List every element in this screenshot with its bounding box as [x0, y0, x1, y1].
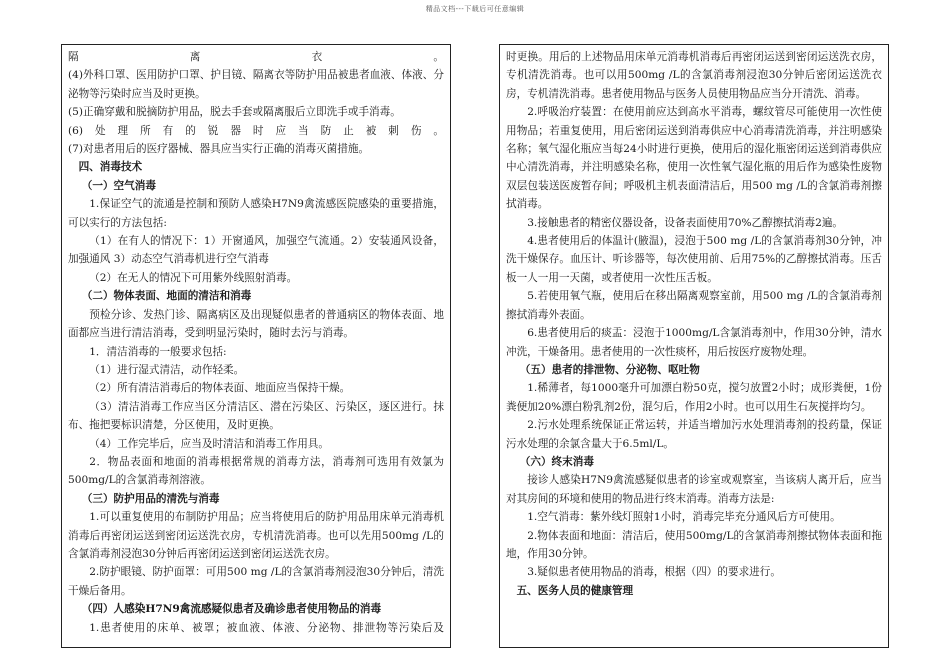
left-paragraph: （1）在有人的情况下：1）开窗通风，加强空气流通。2）安装通风设备，加强通风 3）动态空气消毒机进行空气消毒: [68, 235, 444, 266]
left-paragraph: (4)外科口罩、医用防护口罩、护目镜、隔离衣等防护用品被患者血液、体液、分泌物等污染时应当及时更换。: [68, 69, 444, 100]
left-paragraph: 2．物品表面和地面的消毒根据常规的消毒方法，消毒剂可选用有效氯为500mg/L的含氯消毒剂溶液。: [68, 455, 444, 487]
right-paragraph: 1.稀薄者，每1000毫升可加漂白粉50克，搅匀放置2小时；成形粪便，1份粪便加20%漂白粉乳剂2份，混匀后，作用2小时。也可以用生石灰搅拌均匀。: [506, 382, 882, 413]
left-section-heading: （四）人感染H7N9禽流感疑似患者及确诊患者使用物品的消毒: [81, 603, 382, 616]
left-section-heading: （三）防护用品的清洗与消毒: [81, 492, 220, 505]
right-paragraph: 时更换。用后的上述物品用床单元消毒机消毒后再密闭运送到密闭运送洗衣房，专机清洗消毒。也可以用500mg /L的含氯消毒剂浸泡30分钟后密闭运送洗衣房，专机清洗消毒。患者使用物品与医务人员使用物品应当分开清洗、消毒。: [506, 51, 882, 100]
left-paragraph: 预检分诊、发热门诊、隔离病区及出现疑似患者的普通病区的物体表面、地面都应当进行清洁消毒，受到明显污染时，随时去污与消毒。: [68, 308, 444, 340]
left-section-heading: 四、消毒技术: [78, 161, 143, 174]
right-paragraph: 2.呼吸治疗装置：在使用前应达到高水平消毒，螺纹管尽可能使用一次性使用物品；若重复使用，用后密闭运送到消毒供应中心消毒清洗消毒，并注明感染名称；氧气湿化瓶应当每24小时进行更换，使用后的湿化瓶密闭运送到消毒供应中心清洗消毒，并注明感染名称，使用一次性氧气湿化瓶的用后作为感染性废物双层包装送医废暂存间；呼吸机主机表面清洁后，用500 mg /L的含氯消毒剂擦拭消毒。: [506, 106, 882, 211]
right-paragraph: 2.物体表面和地面：清洁后，使用500mg/L的含氯消毒剂擦拭物体表面和拖地，作用30分钟。: [506, 529, 882, 560]
left-paragraph: （3）清洁消毒工作应当区分清洁区、潜在污染区、污染区，逐区进行。抹布、拖把要标识清楚，分区使用，及时更换。: [68, 400, 444, 432]
right-paragraph: 接诊人感染H7N9禽流感疑似患者的诊室或观察室，当该病人离开后，应当对其房间的环境和使用的物品进行终末消毒。消毒方法是:: [506, 474, 882, 505]
right-section-heading: （六）终末消毒: [519, 455, 594, 468]
left-paragraph: 2.防护眼镜、防护面罩：可用500 mg /L的含氯消毒剂浸泡30分钟后，清洗干燥后备用。: [68, 566, 444, 597]
left-paragraph: 1.患者使用的床单、被罩；被血液、体液、分泌物、排泄物等污染后及: [89, 621, 444, 634]
right-paragraph: 6.患者使用后的痰盂：浸泡于1000mg/L含氯消毒剂中，作用30分钟，清水冲洗，干燥备用。患者使用的一次性痰杯，用后按医疗废物处理。: [506, 327, 882, 358]
left-paragraph: （2）在无人的情况下可用紫外线照射消毒。: [89, 271, 298, 284]
right-paragraph: 3.接触患者的精密仪器设备，设备表面使用70%乙醇擦拭消毒2遍。: [527, 216, 844, 229]
left-section-heading: （二）物体表面、地面的清洁和消毒: [81, 290, 252, 303]
right-paragraph: 4.患者使用后的体温计(腋温)，浸泡于500 mg /L的含氯消毒剂30分钟，冲洗干燥保存。血压计、听诊器等，每次使用前、后用75%的乙醇擦拭消毒。压舌板一人一用一天菌，或者使用一次性压舌板。: [506, 235, 882, 284]
left-paragraph: （1）进行湿式清洁，动作轻柔。: [89, 363, 245, 376]
page-header: 精品文档---下载后可任意编辑: [425, 5, 525, 13]
right-paragraph: 5.若使用氧气瓶，使用后在移出隔离观察室前，用500 mg /L的含氯消毒剂擦拭消毒外表面。: [506, 290, 882, 321]
right-paragraph: 2.污水处理系统保证正常运转，并适当增加污水处理消毒剂的投药量，保证污水处理的余氯含量大于6.5ml/L。: [506, 419, 882, 450]
right-section-heading: （五）患者的排泄物、分泌物、呕吐物: [519, 363, 700, 376]
right-section-heading: 五、医务人员的健康管理: [516, 584, 634, 597]
left-column: [61, 44, 451, 648]
right-paragraph: 3.疑似患者使用物品的消毒，根据（四）的要求进行。: [527, 566, 781, 579]
left-paragraph: 隔离衣。: [68, 51, 444, 63]
left-paragraph: (6)处理所有的锐器时应当防止被刺伤。: [68, 124, 444, 137]
left-paragraph: （4）工作完毕后，应当及时清洁和消毒工作用具。: [89, 437, 329, 450]
left-paragraph: (5)正确穿戴和脱摘防护用品，脱去手套或隔离服后立即洗手或手消毒。: [68, 106, 401, 119]
left-paragraph: 1.可以重复使用的布制防护用品；应当将使用后的防护用品用床单元消毒机消毒后再密闭运送到密闭运送洗衣房，专机清洗消毒。也可以先用500mg /L的含氯消毒剂浸泡30分钟后再密闭运送到密闭运送洗衣房。: [68, 511, 444, 560]
left-paragraph: (7)对患者用后的医疗器械、器具应当实行正确的消毒灭菌措施。: [68, 143, 370, 156]
right-paragraph: 1.空气消毒：紫外线灯照射1小时，消毒完毕充分通风后方可使用。: [527, 511, 841, 524]
left-paragraph: （2）所有清洁消毒后的物体表面、地面应当保持干燥。: [89, 382, 351, 395]
left-paragraph: 1．清洁消毒的一般要求包括:: [89, 345, 227, 358]
left-section-heading: （一）空气消毒: [81, 179, 156, 192]
left-paragraph: 1.保证空气的流通是控制和预防人感染H7N9禽流感医院感染的重要措施，可以实行的方法包括:: [68, 198, 444, 229]
right-column: [499, 44, 889, 648]
